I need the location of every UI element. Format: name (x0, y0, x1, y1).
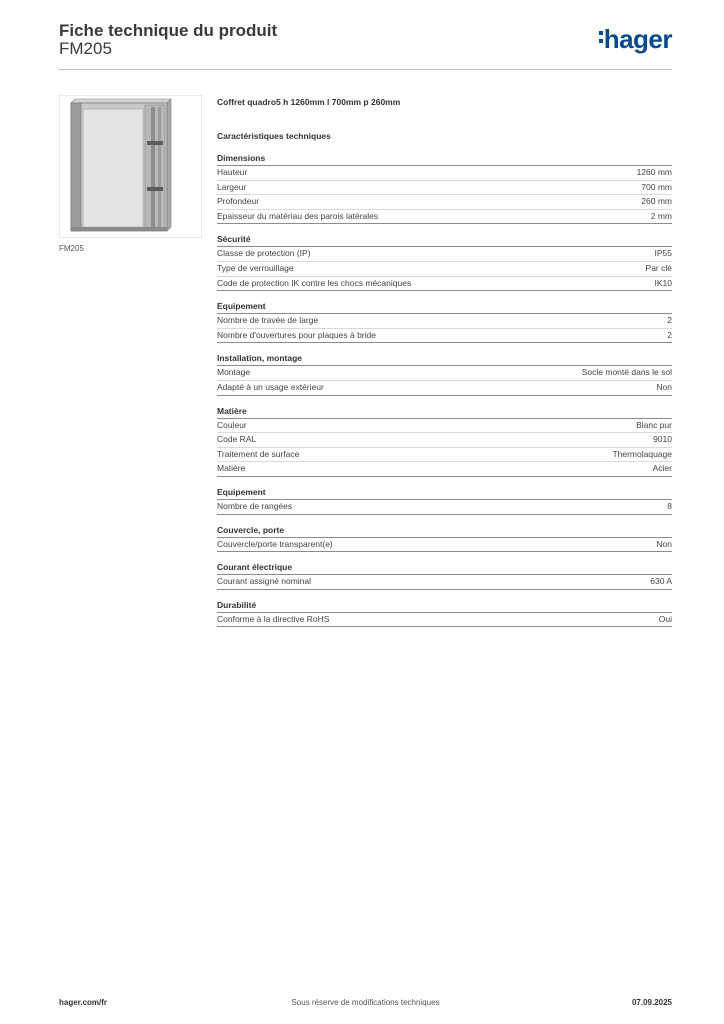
spec-row (217, 181, 672, 196)
spec-label: Code RAL (217, 434, 257, 445)
spec-section (217, 599, 672, 628)
spec-value: 1260 mm (636, 167, 672, 177)
header-divider (59, 69, 672, 70)
product-reference: FM205 (59, 39, 112, 58)
section-heading: Courant électrique (217, 561, 672, 575)
spec-row (217, 419, 672, 434)
spec-value: 630 A (650, 576, 672, 587)
image-caption: FM205 (59, 244, 84, 253)
section-heading: Sécurité (217, 233, 672, 247)
logo-colon-icon (599, 24, 603, 47)
spec-label: Hauteur (217, 167, 248, 177)
spec-value: Acier (652, 463, 672, 474)
spec-value: 8 (667, 500, 672, 511)
spec-row (217, 433, 672, 448)
spec-value: IP55 (654, 248, 672, 259)
spec-section (217, 152, 672, 224)
spec-row (217, 538, 672, 553)
spec-row (217, 314, 672, 329)
spec-value: Blanc pur (636, 419, 672, 430)
product-name: Coffret quadro5 h 1260mm l 700mm p 260mm (217, 97, 401, 107)
spec-label: Nombre d'ouvertures pour plaques à bride (217, 329, 376, 340)
section-heading: Durabilité (217, 599, 672, 613)
spec-row (217, 262, 672, 277)
spec-section (217, 352, 672, 395)
spec-row (217, 366, 672, 381)
section-heading: Couvercle, porte (217, 524, 672, 538)
spec-value: Par clé (645, 262, 672, 273)
spec-label: Traitement de surface (217, 448, 300, 459)
spec-label: Nombre de travée de large (217, 315, 319, 326)
spec-value: IK10 (654, 277, 672, 288)
spec-row (217, 195, 672, 210)
spec-section (217, 233, 672, 291)
spec-row (217, 462, 672, 477)
brand-logo[interactable] (599, 24, 672, 55)
spec-label: Profondeur (217, 196, 260, 207)
section-heading: Installation, montage (217, 352, 672, 366)
section-heading: Equipement (217, 486, 672, 500)
brand-logo-text: hager (603, 24, 672, 54)
spec-value: Socle monté dans le sol (581, 367, 672, 378)
footer-website-link[interactable]: hager.com/fr (59, 998, 108, 1007)
spec-value: 2 mm (650, 210, 672, 221)
spec-value: 2 (667, 329, 672, 340)
spec-row (217, 247, 672, 262)
spec-row (217, 575, 672, 590)
spec-row (217, 166, 672, 181)
spec-section (217, 561, 672, 590)
spec-row (217, 448, 672, 463)
spec-label: Type de verrouillage (217, 262, 294, 273)
spec-label: Couleur (217, 419, 247, 430)
spec-value: 700 mm (641, 181, 672, 192)
spec-value: Thermolaquage (612, 448, 672, 459)
spec-label: Epaisseur du matériau des parois latérales (217, 210, 379, 221)
spec-value: Oui (658, 613, 672, 624)
spec-section (217, 524, 672, 553)
spec-label: Montage (217, 367, 251, 378)
spec-value: 9010 (653, 434, 672, 445)
product-image (59, 95, 202, 238)
spec-row (217, 210, 672, 225)
section-heading: Dimensions (217, 152, 672, 166)
spec-label: Couvercle/porte transparent(e) (217, 538, 333, 549)
spec-row (217, 277, 672, 292)
spec-value: Non (656, 538, 672, 549)
spec-section (217, 486, 672, 515)
spec-value: Non (656, 381, 672, 392)
spec-section (217, 300, 672, 343)
spec-label: Code de protection IK contre les chocs mécaniques (217, 277, 412, 288)
spec-value: 260 mm (641, 196, 672, 207)
spec-row (217, 500, 672, 515)
spec-content (217, 96, 672, 627)
spec-row (217, 613, 672, 628)
document-title: Fiche technique du produit (59, 21, 278, 40)
spec-label: Matière (217, 463, 246, 474)
footer-disclaimer: Sous réserve de modifications techniques (291, 998, 440, 1007)
spec-row (217, 329, 672, 344)
spec-label: Courant assigné nominal (217, 576, 312, 587)
spec-section (217, 405, 672, 477)
section-heading: Equipement (217, 300, 672, 314)
spec-label: Conforme à la directive RoHS (217, 613, 330, 624)
tech-heading: Caractéristiques techniques (217, 131, 331, 141)
spec-label: Adapté à un usage extérieur (217, 381, 324, 392)
spec-label: Nombre de rangées (217, 500, 293, 511)
spec-value: 2 (667, 315, 672, 326)
spec-label: Largeur (217, 181, 247, 192)
section-heading: Matière (217, 405, 672, 419)
spec-label: Classe de protection (IP) (217, 248, 311, 259)
footer-date: 07.09.2025 (631, 998, 672, 1007)
spec-row (217, 381, 672, 396)
